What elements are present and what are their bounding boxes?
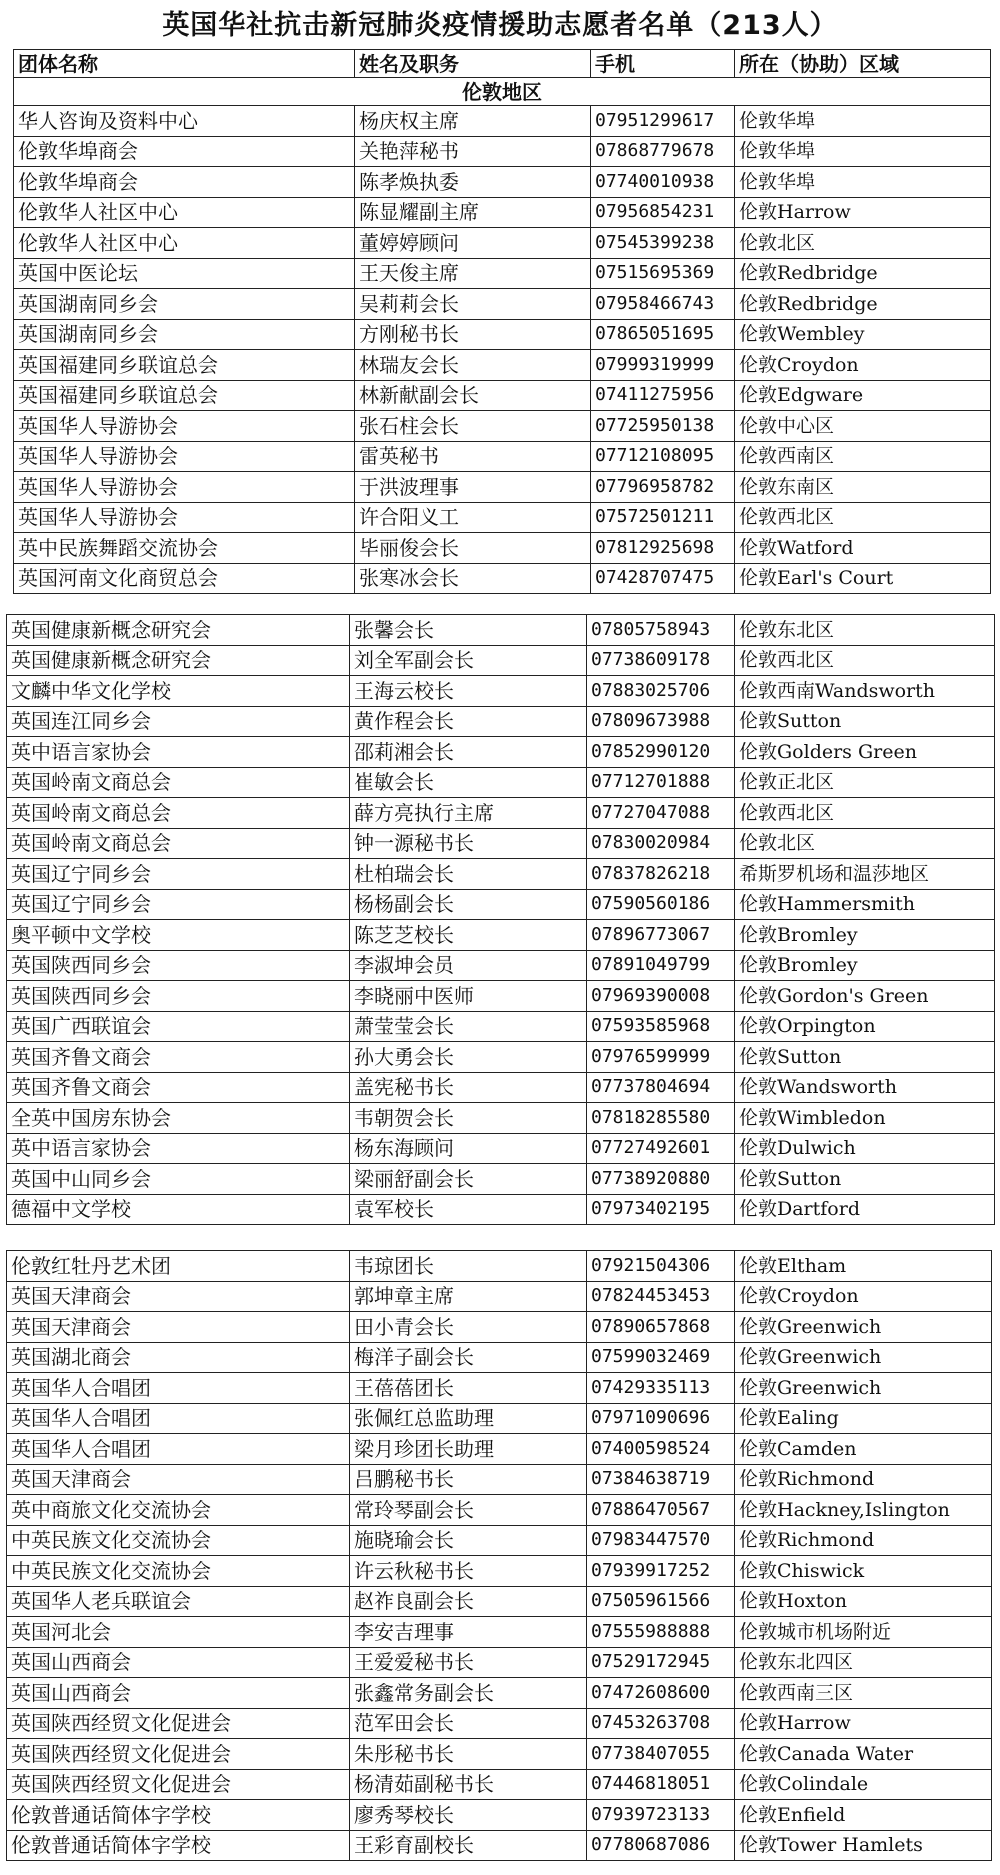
table-row <box>7 1164 995 1195</box>
org-cell: 伦敦华人社区中心 <box>14 228 355 259</box>
area-cell: 伦敦Watford <box>735 533 991 564</box>
area-cell: 伦敦华埠 <box>735 167 991 198</box>
name-cell: 毕丽俊会长 <box>355 533 591 564</box>
area-cell: 伦敦Croydon <box>735 350 991 381</box>
org-cell: 英国陕西经贸文化促进会 <box>7 1769 350 1800</box>
name-cell: 陈芝芝校长 <box>350 920 587 951</box>
name-cell: 黄作程会长 <box>350 706 587 737</box>
area-cell: 伦敦华埠 <box>735 106 991 137</box>
table-row <box>14 258 991 289</box>
table-row <box>7 1403 992 1434</box>
org-cell: 英国湖南同乡会 <box>14 319 355 350</box>
phone-cell: 07824453453 <box>587 1281 735 1312</box>
phone-cell: 07891049799 <box>587 950 735 981</box>
area-cell: 伦敦Enfield <box>735 1800 992 1831</box>
name-cell: 郭坤章主席 <box>350 1281 587 1312</box>
name-cell: 王彩育副校长 <box>350 1830 587 1861</box>
name-cell: 薛方亮执行主席 <box>350 798 587 829</box>
table-row <box>14 380 991 411</box>
phone-cell: 07738920880 <box>587 1164 735 1195</box>
phone-cell: 07896773067 <box>587 920 735 951</box>
table-row <box>7 1373 992 1404</box>
phone-cell: 07921504306 <box>587 1251 735 1282</box>
name-cell: 廖秀琴校长 <box>350 1800 587 1831</box>
org-cell: 英国华人合唱团 <box>7 1403 350 1434</box>
name-cell: 范军田会长 <box>350 1708 587 1739</box>
area-cell: 伦敦Dartford <box>735 1194 995 1225</box>
area-cell: 伦敦Harrow <box>735 197 991 228</box>
org-cell: 德福中文学校 <box>7 1194 350 1225</box>
table-row <box>14 167 991 198</box>
area-cell: 伦敦Richmond <box>735 1464 992 1495</box>
area-cell: 伦敦Ealing <box>735 1403 992 1434</box>
area-cell: 伦敦Sutton <box>735 1164 995 1195</box>
table-row <box>14 136 991 167</box>
phone-cell: 07939917252 <box>587 1556 735 1587</box>
table-row <box>7 1769 992 1800</box>
org-cell: 英国健康新概念研究会 <box>7 645 350 676</box>
phone-cell: 07971090696 <box>587 1403 735 1434</box>
name-cell: 田小青会长 <box>350 1312 587 1343</box>
area-cell: 伦敦西北区 <box>735 798 995 829</box>
phone-cell: 07429335113 <box>587 1373 735 1404</box>
table-row <box>7 1194 995 1225</box>
phone-cell: 07865051695 <box>591 319 735 350</box>
area-cell: 伦敦Colindale <box>735 1769 992 1800</box>
name-cell: 吴莉莉会长 <box>355 289 591 320</box>
area-cell: 伦敦西南三区 <box>735 1678 992 1709</box>
name-cell: 王蓓蓓团长 <box>350 1373 587 1404</box>
table-row <box>14 472 991 503</box>
phone-cell: 07725950138 <box>591 411 735 442</box>
region-row <box>14 78 991 106</box>
area-cell: 伦敦Bromley <box>735 950 995 981</box>
name-cell: 吕鹏秘书长 <box>350 1464 587 1495</box>
phone-cell: 07958466743 <box>591 289 735 320</box>
table-row <box>7 1434 992 1465</box>
org-cell: 英国河北会 <box>7 1617 350 1648</box>
phone-cell: 07737804694 <box>587 1072 735 1103</box>
org-cell: 英国华人导游协会 <box>14 411 355 442</box>
org-cell: 英国齐鲁文商会 <box>7 1072 350 1103</box>
area-cell: 伦敦西北区 <box>735 502 991 533</box>
table-row <box>7 950 995 981</box>
volunteer-table-2 <box>6 614 995 1225</box>
phone-cell: 07545399238 <box>591 228 735 259</box>
phone-cell: 07809673988 <box>587 706 735 737</box>
phone-cell: 07384638719 <box>587 1464 735 1495</box>
name-cell: 常玲琴副会长 <box>350 1495 587 1526</box>
area-cell: 伦敦Earl's Court <box>735 563 991 594</box>
phone-cell: 07505961566 <box>587 1586 735 1617</box>
table-row <box>7 737 995 768</box>
org-cell: 伦敦普通话简体字学校 <box>7 1830 350 1861</box>
org-cell: 英国天津商会 <box>7 1281 350 1312</box>
table-row <box>7 1617 992 1648</box>
phone-cell: 07727492601 <box>587 1133 735 1164</box>
org-cell: 英国连江同乡会 <box>7 706 350 737</box>
org-cell: 华人咨询及资料中心 <box>14 106 355 137</box>
phone-cell: 07886470567 <box>587 1495 735 1526</box>
org-cell: 英国健康新概念研究会 <box>7 615 350 646</box>
area-cell: 伦敦Redbridge <box>735 258 991 289</box>
org-cell: 英国陕西经贸文化促进会 <box>7 1708 350 1739</box>
table-row <box>7 1830 992 1861</box>
phone-cell: 07976599999 <box>587 1042 735 1073</box>
phone-cell: 07453263708 <box>587 1708 735 1739</box>
table-row <box>7 1312 992 1343</box>
name-cell: 赵祚良副会长 <box>350 1586 587 1617</box>
table-row <box>7 1678 992 1709</box>
phone-cell: 07712108095 <box>591 441 735 472</box>
name-cell: 杨东海顾问 <box>350 1133 587 1164</box>
phone-cell: 07428707475 <box>591 563 735 594</box>
table-row <box>7 828 995 859</box>
name-cell: 李晓丽中医师 <box>350 981 587 1012</box>
table-row <box>14 350 991 381</box>
table-row <box>14 319 991 350</box>
org-cell: 英国陕西经贸文化促进会 <box>7 1739 350 1770</box>
area-cell: 伦敦Richmond <box>735 1525 992 1556</box>
area-cell: 伦敦正北区 <box>735 767 995 798</box>
area-cell: 希斯罗机场和温莎地区 <box>735 859 995 890</box>
table-row <box>7 1103 995 1134</box>
area-cell: 伦敦Redbridge <box>735 289 991 320</box>
org-cell: 英国华人导游协会 <box>14 441 355 472</box>
org-cell: 英国岭南文商总会 <box>7 828 350 859</box>
area-cell: 伦敦Hammersmith <box>735 889 995 920</box>
table-row <box>7 645 995 676</box>
volunteer-table-1 <box>13 49 991 594</box>
name-cell: 董婷婷顾问 <box>355 228 591 259</box>
org-cell: 英国天津商会 <box>7 1312 350 1343</box>
name-cell: 方刚秘书长 <box>355 319 591 350</box>
table-row <box>7 1800 992 1831</box>
table-row <box>7 1586 992 1617</box>
area-cell: 伦敦Gordon's Green <box>735 981 995 1012</box>
name-cell: 盖宪秘书长 <box>350 1072 587 1103</box>
area-cell: 伦敦Tower Hamlets <box>735 1830 992 1861</box>
area-cell: 伦敦Sutton <box>735 1042 995 1073</box>
area-cell: 伦敦中心区 <box>735 411 991 442</box>
org-cell: 伦敦华埠商会 <box>14 136 355 167</box>
area-cell: 伦敦城市机场附近 <box>735 1617 992 1648</box>
table-row <box>14 411 991 442</box>
phone-cell: 07956854231 <box>591 197 735 228</box>
phone-cell: 07868779678 <box>591 136 735 167</box>
name-cell: 许合阳义工 <box>355 502 591 533</box>
org-cell: 英中语言家协会 <box>7 1133 350 1164</box>
name-cell: 陈孝焕执委 <box>355 167 591 198</box>
name-cell: 关艳萍秘书 <box>355 136 591 167</box>
name-cell: 雷英秘书 <box>355 441 591 472</box>
phone-cell: 07796958782 <box>591 472 735 503</box>
table-row <box>7 1647 992 1678</box>
phone-cell: 07593585968 <box>587 1011 735 1042</box>
area-cell: 伦敦Hackney,Islington <box>735 1495 992 1526</box>
region-label: 伦敦地区 <box>14 78 991 106</box>
name-cell: 钟一源秘书长 <box>350 828 587 859</box>
area-cell: 伦敦Golders Green <box>735 737 995 768</box>
phone-cell: 07727047088 <box>587 798 735 829</box>
table-row <box>7 981 995 1012</box>
phone-cell: 07599032469 <box>587 1342 735 1373</box>
phone-cell: 07529172945 <box>587 1647 735 1678</box>
phone-cell: 07951299617 <box>591 106 735 137</box>
phone-cell: 07712701888 <box>587 767 735 798</box>
phone-cell: 07400598524 <box>587 1434 735 1465</box>
area-cell: 伦敦东北四区 <box>735 1647 992 1678</box>
area-cell: 伦敦Wembley <box>735 319 991 350</box>
org-cell: 英国福建同乡联谊总会 <box>14 380 355 411</box>
table-row <box>7 1042 995 1073</box>
org-cell: 英中商旅文化交流协会 <box>7 1495 350 1526</box>
phone-cell: 07818285580 <box>587 1103 735 1134</box>
org-cell: 英中语言家协会 <box>7 737 350 768</box>
area-cell: 伦敦华埠 <box>735 136 991 167</box>
header-phone: 手机 <box>591 50 735 78</box>
phone-cell: 07883025706 <box>587 676 735 707</box>
area-cell: 伦敦Eltham <box>735 1251 992 1282</box>
header-name: 姓名及职务 <box>355 50 591 78</box>
name-cell: 萧莹莹会长 <box>350 1011 587 1042</box>
table-row <box>7 859 995 890</box>
area-cell: 伦敦Wimbledon <box>735 1103 995 1134</box>
table-row <box>7 1011 995 1042</box>
name-cell: 许云秋秘书长 <box>350 1556 587 1587</box>
table-row <box>14 106 991 137</box>
org-cell: 英国中山同乡会 <box>7 1164 350 1195</box>
table-row <box>14 228 991 259</box>
name-cell: 杨庆权主席 <box>355 106 591 137</box>
area-cell: 伦敦北区 <box>735 828 995 859</box>
table-row <box>7 798 995 829</box>
area-cell: 伦敦Edgware <box>735 380 991 411</box>
area-cell: 伦敦西北区 <box>735 645 995 676</box>
phone-cell: 07590560186 <box>587 889 735 920</box>
name-cell: 王爱爱秘书长 <box>350 1647 587 1678</box>
name-cell: 施晓瑜会长 <box>350 1525 587 1556</box>
phone-cell: 07446818051 <box>587 1769 735 1800</box>
area-cell: 伦敦Greenwich <box>735 1373 992 1404</box>
phone-cell: 07939723133 <box>587 1800 735 1831</box>
table-row <box>7 1464 992 1495</box>
area-cell: 伦敦北区 <box>735 228 991 259</box>
phone-cell: 07852990120 <box>587 737 735 768</box>
area-cell: 伦敦Greenwich <box>735 1342 992 1373</box>
phone-cell: 07837826218 <box>587 859 735 890</box>
area-cell: 伦敦西南Wandsworth <box>735 676 995 707</box>
org-cell: 英国湖北商会 <box>7 1342 350 1373</box>
name-cell: 张鑫常务副会长 <box>350 1678 587 1709</box>
area-cell: 伦敦东北区 <box>735 615 995 646</box>
org-cell: 英国华人合唱团 <box>7 1434 350 1465</box>
name-cell: 张馨会长 <box>350 615 587 646</box>
table-row <box>7 1072 995 1103</box>
name-cell: 袁军校长 <box>350 1194 587 1225</box>
area-cell: 伦敦Canada Water <box>735 1739 992 1770</box>
org-cell: 英国中医论坛 <box>14 258 355 289</box>
table-header-row <box>14 50 991 78</box>
org-cell: 英国福建同乡联谊总会 <box>14 350 355 381</box>
phone-cell: 07555988888 <box>587 1617 735 1648</box>
org-cell: 英国山西商会 <box>7 1678 350 1709</box>
org-cell: 奥平顿中文学校 <box>7 920 350 951</box>
org-cell: 英国陕西同乡会 <box>7 981 350 1012</box>
table-row <box>7 1133 995 1164</box>
org-cell: 英国华人导游协会 <box>14 502 355 533</box>
table-row <box>14 441 991 472</box>
name-cell: 梅洋子副会长 <box>350 1342 587 1373</box>
org-cell: 英国华人导游协会 <box>14 472 355 503</box>
name-cell: 李淑坤会员 <box>350 950 587 981</box>
area-cell: 伦敦Harrow <box>735 1708 992 1739</box>
table-row <box>7 1739 992 1770</box>
name-cell: 陈显耀副主席 <box>355 197 591 228</box>
name-cell: 杨清茹副秘书长 <box>350 1769 587 1800</box>
name-cell: 孙大勇会长 <box>350 1042 587 1073</box>
name-cell: 张寒冰会长 <box>355 563 591 594</box>
table-row <box>7 706 995 737</box>
phone-cell: 07738609178 <box>587 645 735 676</box>
table-row <box>14 502 991 533</box>
phone-cell: 07973402195 <box>587 1194 735 1225</box>
table-row <box>7 1495 992 1526</box>
table-row <box>7 920 995 951</box>
org-cell: 英国岭南文商总会 <box>7 767 350 798</box>
name-cell: 于洪波理事 <box>355 472 591 503</box>
phone-cell: 07983447570 <box>587 1525 735 1556</box>
name-cell: 张佩红总监助理 <box>350 1403 587 1434</box>
org-cell: 英国湖南同乡会 <box>14 289 355 320</box>
phone-cell: 07969390008 <box>587 981 735 1012</box>
table-row <box>7 1708 992 1739</box>
org-cell: 英国辽宁同乡会 <box>7 889 350 920</box>
name-cell: 梁月珍团长助理 <box>350 1434 587 1465</box>
phone-cell: 07805758943 <box>587 615 735 646</box>
org-cell: 英国岭南文商总会 <box>7 798 350 829</box>
table-row <box>7 615 995 646</box>
phone-cell: 07740010938 <box>591 167 735 198</box>
org-cell: 英中民族舞蹈交流协会 <box>14 533 355 564</box>
org-cell: 英国华人合唱团 <box>7 1373 350 1404</box>
org-cell: 英国陕西同乡会 <box>7 950 350 981</box>
org-cell: 英国齐鲁文商会 <box>7 1042 350 1073</box>
table-row <box>7 1281 992 1312</box>
table-row <box>7 1525 992 1556</box>
name-cell: 杜柏瑞会长 <box>350 859 587 890</box>
org-cell: 英国华人老兵联谊会 <box>7 1586 350 1617</box>
phone-cell: 07812925698 <box>591 533 735 564</box>
header-org: 团体名称 <box>14 50 355 78</box>
phone-cell: 07890657868 <box>587 1312 735 1343</box>
table-row <box>14 533 991 564</box>
area-cell: 伦敦Bromley <box>735 920 995 951</box>
phone-cell: 07999319999 <box>591 350 735 381</box>
area-cell: 伦敦Hoxton <box>735 1586 992 1617</box>
table-row <box>7 1556 992 1587</box>
org-cell: 英国辽宁同乡会 <box>7 859 350 890</box>
area-cell: 伦敦西南区 <box>735 441 991 472</box>
phone-cell: 07780687086 <box>587 1830 735 1861</box>
name-cell: 梁丽舒副会长 <box>350 1164 587 1195</box>
table-row <box>7 1342 992 1373</box>
org-cell: 伦敦红牡丹艺术团 <box>7 1251 350 1282</box>
phone-cell: 07472608600 <box>587 1678 735 1709</box>
name-cell: 刘全军副会长 <box>350 645 587 676</box>
org-cell: 英国河南文化商贸总会 <box>14 563 355 594</box>
name-cell: 王海云校长 <box>350 676 587 707</box>
area-cell: 伦敦Orpington <box>735 1011 995 1042</box>
table-row <box>7 1251 992 1282</box>
table-row <box>14 563 991 594</box>
phone-cell: 07572501211 <box>591 502 735 533</box>
header-area: 所在（协助）区域 <box>735 50 991 78</box>
name-cell: 朱彤秘书长 <box>350 1739 587 1770</box>
name-cell: 张石柱会长 <box>355 411 591 442</box>
name-cell: 邵莉湘会长 <box>350 737 587 768</box>
name-cell: 韦琼团长 <box>350 1251 587 1282</box>
area-cell: 伦敦Camden <box>735 1434 992 1465</box>
area-cell: 伦敦Greenwich <box>735 1312 992 1343</box>
name-cell: 韦朝贺会长 <box>350 1103 587 1134</box>
area-cell: 伦敦东南区 <box>735 472 991 503</box>
org-cell: 英国天津商会 <box>7 1464 350 1495</box>
org-cell: 全英中国房东协会 <box>7 1103 350 1134</box>
org-cell: 伦敦华人社区中心 <box>14 197 355 228</box>
org-cell: 文麟中华文化学校 <box>7 676 350 707</box>
area-cell: 伦敦Chiswick <box>735 1556 992 1587</box>
area-cell: 伦敦Wandsworth <box>735 1072 995 1103</box>
table-row <box>14 197 991 228</box>
org-cell: 英国广西联谊会 <box>7 1011 350 1042</box>
org-cell: 英国山西商会 <box>7 1647 350 1678</box>
org-cell: 伦敦华埠商会 <box>14 167 355 198</box>
name-cell: 王天俊主席 <box>355 258 591 289</box>
name-cell: 李安吉理事 <box>350 1617 587 1648</box>
name-cell: 林新献副会长 <box>355 380 591 411</box>
phone-cell: 07738407055 <box>587 1739 735 1770</box>
area-cell: 伦敦Sutton <box>735 706 995 737</box>
phone-cell: 07830020984 <box>587 828 735 859</box>
table-row <box>7 889 995 920</box>
name-cell: 杨杨副会长 <box>350 889 587 920</box>
phone-cell: 07515695369 <box>591 258 735 289</box>
org-cell: 中英民族文化交流协会 <box>7 1556 350 1587</box>
volunteer-table-3 <box>6 1250 992 1861</box>
phone-cell: 07411275956 <box>591 380 735 411</box>
table-row <box>14 289 991 320</box>
org-cell: 伦敦普通话简体字学校 <box>7 1800 350 1831</box>
area-cell: 伦敦Croydon <box>735 1281 992 1312</box>
org-cell: 中英民族文化交流协会 <box>7 1525 350 1556</box>
name-cell: 崔敏会长 <box>350 767 587 798</box>
area-cell: 伦敦Dulwich <box>735 1133 995 1164</box>
document-title: 英国华社抗击新冠肺炎疫情援助志愿者名单（213人） <box>162 10 838 41</box>
table-row <box>7 676 995 707</box>
name-cell: 林瑞友会长 <box>355 350 591 381</box>
table-row <box>7 767 995 798</box>
